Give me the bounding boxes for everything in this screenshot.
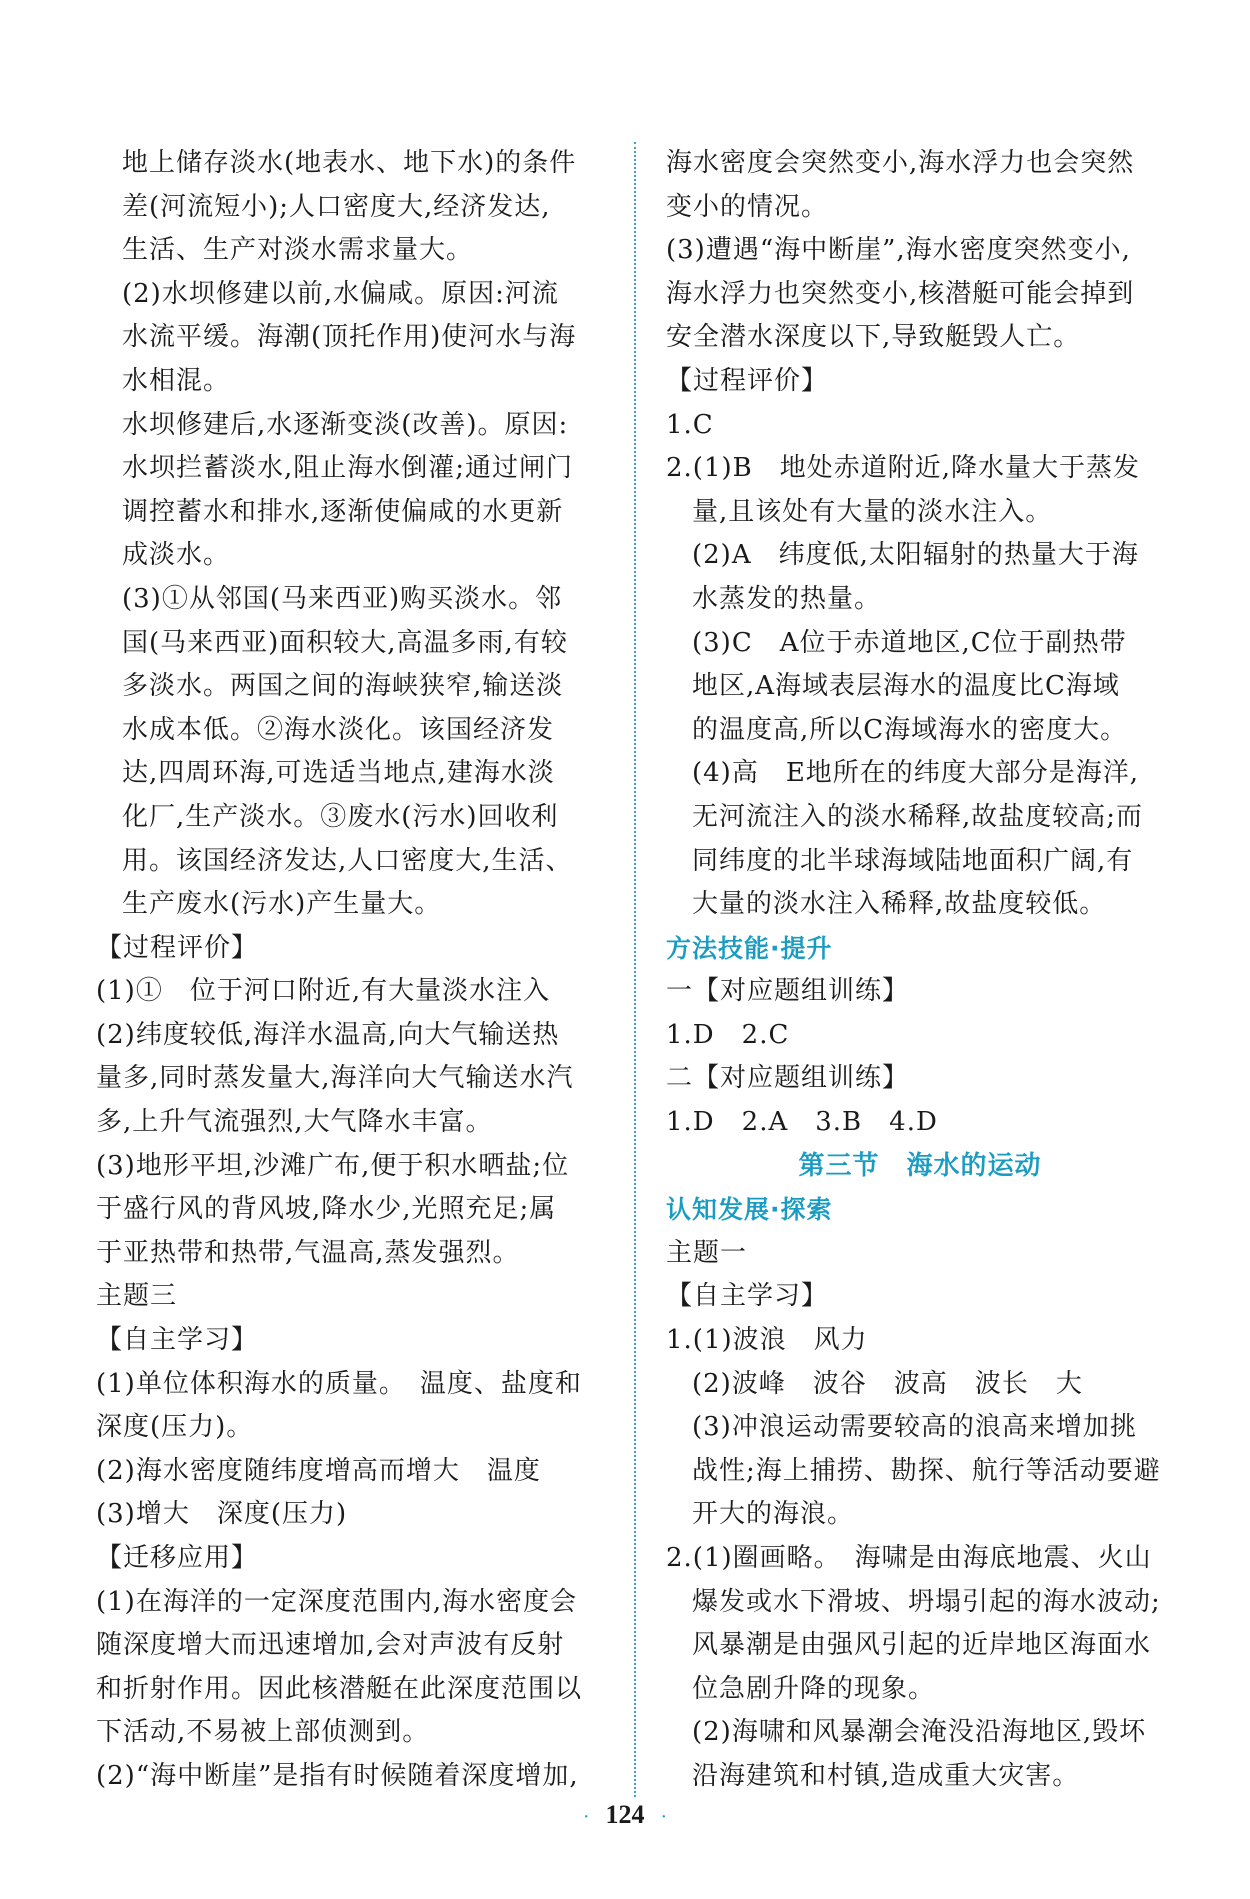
text-line: 成淡水。 [122,540,231,571]
text-line: (2)波峰 波谷 波高 波长 大 [692,1368,1083,1399]
text-line: 达,四周环海,可选适当地点,建海水淡 [122,758,555,789]
text-line: 1.C [666,409,714,440]
text-line: 深度(压力)。 [96,1412,254,1443]
section-heading: 方法技能·提升 [666,933,833,963]
text-line: 多淡水。两国之间的海峡狭窄,输送淡 [122,671,564,702]
decor-dot: · [660,1806,668,1828]
text-line: 【过程评价】 [96,932,259,963]
text-line: 用。该国经济发达,人口密度大,生活、 [122,845,573,876]
text-line: 无河流注入的淡水稀释,故盐度较高;而 [692,801,1144,832]
text-line: 战性;海上捕捞、勘探、航行等活动要避 [692,1455,1161,1486]
text-line: 调控蓄水和排水,逐渐使偏咸的水更新 [122,496,564,527]
page-number [0,1800,1250,1830]
text-line: (3)冲浪运动需要较高的浪高来增加挑 [692,1412,1137,1443]
text-line: 差(河流短小);人口密度大,经济发达, [122,191,551,222]
text-line: 大量的淡水注入稀释,故盐度较低。 [692,889,1107,920]
text-line: (2)海啸和风暴潮会淹没沿海地区,毁坏 [692,1717,1147,1748]
text-line: 海水密度会突然变小,海水浮力也会突然 [666,148,1135,178]
text-line: (1)在海洋的一定深度范围内,海水密度会 [96,1586,578,1617]
right-column [666,142,1174,1799]
text-line: 多,上升气流强烈,大气降水丰富。 [96,1107,493,1138]
text-line: 水流平缓。海潮(顶托作用)使河水与海 [122,322,577,353]
text-line: 地区,A海域表层海水的温度比C海域 [692,671,1120,702]
text-line: 2.(1)B 地处赤道附近,降水量大于蒸发 [666,453,1141,484]
text-line: 水坝拦蓄淡水,阻止海水倒灌;通过闸门 [122,453,574,484]
text-line: 1.(1)波浪 风力 [666,1325,868,1356]
chapter-title: 第三节 海水的运动 [798,1150,1042,1181]
text-line: (2)纬度较低,海洋水温高,向大气输送热 [96,1019,560,1050]
left-column [96,142,604,1799]
text-line: 二【对应题组训练】 [666,1063,910,1094]
text-line: 和折射作用。因此核潜艇在此深度范围以 [96,1673,583,1704]
text-line: 2.(1)圈画略。 海啸是由海底地震、火山 [666,1543,1152,1573]
text-line: 1.D 2.A 3.B 4.D [666,1107,938,1138]
text-line: (1)单位体积海水的质量。 温度、盐度和 [96,1368,582,1399]
text-line: 1.D 2.C [666,1019,790,1050]
text-line: 随深度增大而迅速增加,会对声波有反射 [96,1630,565,1661]
text-line: 生活、生产对淡水需求量大。 [122,235,474,266]
text-line: 下活动,不易被上部侦测到。 [96,1717,430,1748]
text-line: 【自主学习】 [96,1325,259,1356]
text-line: (2)A 纬度低,太阳辐射的热量大于海 [692,540,1139,571]
text-line: 【迁移应用】 [96,1543,259,1573]
text-line: 的温度高,所以C海域海水的密度大。 [692,714,1128,745]
text-line: 水成本低。②海水淡化。该国经济发 [122,714,555,745]
text-line: 同纬度的北半球海域陆地面积广阔,有 [692,845,1134,876]
text-line: 国(马来西亚)面积较大,高温多雨,有较 [122,627,568,658]
text-line: 海水浮力也突然变小,核潜艇可能会掉到 [666,278,1135,309]
text-line: 水相混。 [122,365,231,396]
text-line: 开大的海浪。 [692,1499,855,1530]
text-line: 地上储存淡水(地表水、地下水)的条件 [122,148,577,178]
text-line: (2)海水密度随纬度增高而增大 温度 [96,1455,541,1486]
text-line: 主题一 [666,1237,748,1268]
section-heading: 认知发展·探索 [666,1195,833,1225]
text-line: 水坝修建后,水逐渐变淡(改善)。原因: [122,409,569,440]
text-line: 水蒸发的热量。 [692,583,882,614]
text-line: (4)高 E地所在的纬度大部分是海洋, [692,758,1140,789]
text-line: 量多,同时蒸发量大,海洋向大气输送水汽 [96,1063,574,1094]
text-line: 沿海建筑和村镇,造成重大灾害。 [692,1760,1080,1791]
text-line: 于盛行风的背风坡,降水少,光照充足;属 [96,1194,557,1225]
text-line: 【自主学习】 [666,1281,829,1312]
text-line: 一【对应题组训练】 [666,976,910,1007]
text-line: 化厂,生产淡水。③废水(污水)回收利 [122,801,559,832]
text-line: 量,且该处有大量的淡水注入。 [692,496,1053,527]
column-divider [634,142,636,1797]
text-line: 【过程评价】 [666,365,829,396]
text-line: (3)增大 深度(压力) [96,1499,348,1530]
text-line: (2)“海中断崖”是指有时候随着深度增加, [96,1760,579,1791]
text-line: 爆发或水下滑坡、坍塌引起的海水波动; [692,1586,1161,1617]
text-line: (1)① 位于河口附近,有大量淡水注入 [96,976,551,1007]
page-number-text: 124 [605,1800,645,1829]
text-line: (3)C A位于赤道地区,C位于副热带 [692,627,1127,658]
text-line: 于亚热带和热带,气温高,蒸发强烈。 [96,1237,520,1268]
text-line: (2)水坝修建以前,水偏咸。原因:河流 [122,278,559,309]
text-line: 主题三 [96,1281,178,1312]
text-line: 生产废水(污水)产生量大。 [122,889,442,920]
decor-dot: · [582,1806,590,1828]
text-line: (3)遭遇“海中断崖”,海水密度突然变小, [666,235,1131,266]
text-line: (3)①从邻国(马来西亚)购买淡水。邻 [122,583,563,614]
text-line: 风暴潮是由强风引起的近岸地区海面水 [692,1630,1152,1661]
text-line: 安全潜水深度以下,导致艇毁人亡。 [666,322,1081,353]
text-line: 变小的情况。 [666,191,829,222]
text-line: 位急剧升降的现象。 [692,1673,936,1704]
text-line: (3)地形平坦,沙滩广布,便于积水晒盐;位 [96,1150,570,1181]
